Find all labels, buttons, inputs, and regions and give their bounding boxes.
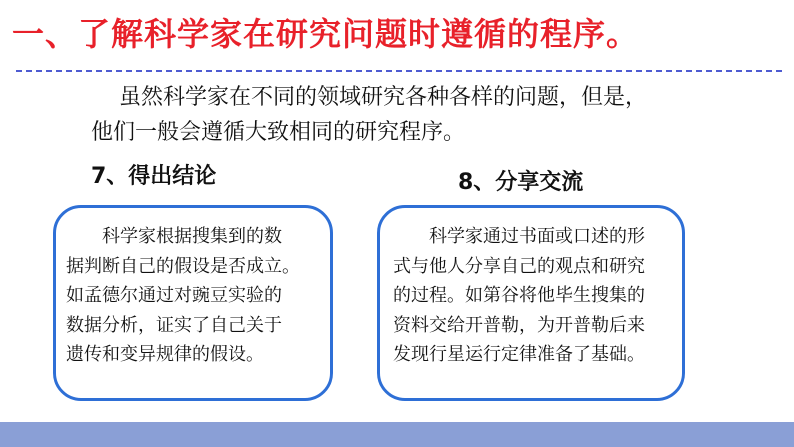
section-8-title: 8、分享交流: [458, 170, 584, 195]
sharing-line-1: 科学家通过书面或口述的形: [429, 226, 645, 247]
page-heading: 一、了解科学家在研究问题时遵循的程序。: [12, 15, 640, 53]
conclusion-text: [66, 222, 324, 370]
sharing-line-5: 发现行星运行定律准备了基础。: [393, 344, 645, 365]
sharing-line-2: 式与他人分享自己的观点和研究: [393, 255, 645, 277]
conclusion-line-4: 数据分析，证实了自己关于: [66, 314, 282, 336]
intro-paragraph: [92, 80, 692, 150]
sharing-card: [377, 205, 685, 401]
dashed-divider: [16, 70, 782, 72]
sharing-line-3: 的过程。如第谷将他毕生搜集的: [393, 285, 645, 306]
intro-line-2: 他们一般会遵循大致相同的研究程序。: [91, 120, 466, 145]
conclusion-line-2: 据判断自己的假设是否成立。: [66, 255, 300, 277]
section-7-title: 7、得出结论: [91, 164, 217, 189]
conclusion-line-3: 如孟德尔通过对豌豆实验的: [66, 285, 282, 306]
conclusion-card: [53, 205, 333, 401]
sharing-line-4: 资料交给开普勒，为开普勒后来: [393, 314, 645, 336]
conclusion-line-5: 遗传和变异规律的假设。: [66, 344, 264, 365]
intro-line-1: 虽然科学家在不同的领域研究各种各样的问题，但是，: [119, 85, 648, 110]
sharing-text: [393, 222, 675, 370]
footer-bar: [0, 422, 794, 447]
conclusion-line-1: 科学家根据搜集到的数: [102, 226, 282, 247]
